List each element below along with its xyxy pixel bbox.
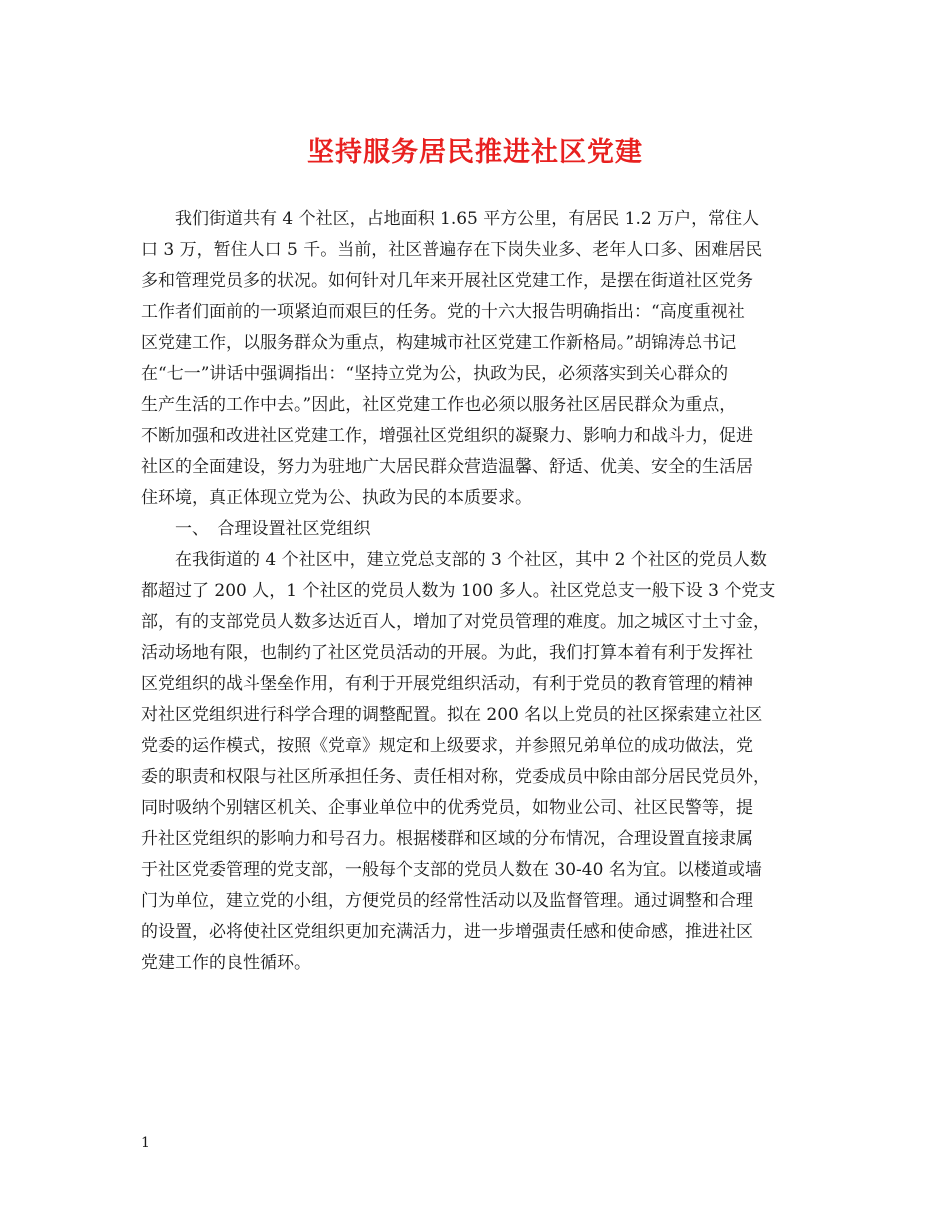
text-line: 口 3 万，暂住人口 5 千。当前，社区普遍存在下岗失业多、老年人口多、困难居民 bbox=[141, 240, 763, 260]
text-line: 多和管理党员多的状况。如何针对几年来开展社区党建工作，是摆在街道社区党务 bbox=[141, 271, 753, 291]
text-line: 都超过了 200 人，1 个社区的党员人数为 100 多人。社区党总支一般下设 3 个党支 bbox=[141, 581, 776, 601]
text-line: 同时吸纳个别辖区机关、企事业单位中的优秀党员，如物业公司、社区民警等，提 bbox=[141, 798, 753, 818]
text-line: 于社区党委管理的党支部，一般每个支部的党员人数在 30-40 名为宜。以楼道或墙 bbox=[141, 860, 762, 880]
text-line: 区党建工作，以服务群众为重点，构建城市社区党建工作新格局。”胡锦涛总书记 bbox=[141, 333, 737, 353]
text-line: 门为单位，建立党的小组，方便党员的经常性活动以及监督管理。通过调整和合理 bbox=[141, 891, 753, 911]
text-line: 区党组织的战斗堡垒作用，有利于开展党组织活动，有利于党员的教育管理的精神 bbox=[141, 674, 753, 694]
text-line: 生产生活的工作中去。”因此，社区党建工作也必须以服务社区居民群众为重点， bbox=[141, 395, 737, 415]
document-body bbox=[141, 204, 821, 979]
text-line: 在“七一”讲话中强调指出：“坚持立党为公，执政为民，必须落实到关心群众的 bbox=[141, 364, 729, 384]
text-line: 工作者们面前的一项紧迫而艰巨的任务。党的十六大报告明确指出：“高度重视社 bbox=[141, 302, 745, 322]
text-line: 社区的全面建设，努力为驻地广大居民群众营造温馨、舒适、优美、安全的生活居 bbox=[141, 457, 753, 477]
document-title: 坚持服务居民推进社区党建 bbox=[307, 137, 643, 168]
text-line: 在我街道的 4 个社区中，建立党总支部的 3 个社区，其中 2 个社区的党员人数 bbox=[141, 550, 767, 570]
text-line: 的设置，必将使社区党组织更加充满活力，进一步增强责任感和使命感，推进社区 bbox=[141, 922, 753, 942]
text-line: 升社区党组织的影响力和号召力。根据楼群和区域的分布情况，合理设置直接隶属 bbox=[141, 829, 753, 849]
text-line: 部，有的支部党员人数多达近百人，增加了对党员管理的难度。加之城区寸土寸金， bbox=[141, 612, 770, 632]
text-line: 活动场地有限，也制约了社区党员活动的开展。为此，我们打算本着有利于发挥社 bbox=[141, 643, 753, 663]
text-line: 一、 合理设置社区党组织 bbox=[141, 519, 371, 539]
text-line: 党建工作的良性循环。 bbox=[141, 953, 311, 973]
text-line: 对社区党组织进行科学合理的调整配置。拟在 200 名以上党员的社区探索建立社区 bbox=[141, 705, 763, 725]
page-number: 1 bbox=[141, 1135, 150, 1151]
text-line: 不断加强和改进社区党建工作，增强社区党组织的凝聚力、影响力和战斗力，促进 bbox=[141, 426, 753, 446]
text-line: 党委的运作模式，按照《党章》规定和上级要求，并参照兄弟单位的成功做法，党 bbox=[141, 736, 753, 756]
text-line: 委的职责和权限与社区所承担任务、责任相对称，党委成员中除由部分居民党员外， bbox=[141, 767, 770, 787]
text-line: 我们街道共有 4 个社区，占地面积 1.65 平方公里，有居民 1.2 万户，常住人 bbox=[141, 209, 760, 229]
text-line: 住环境，真正体现立党为公、执政为民的本质要求。 bbox=[141, 488, 532, 508]
